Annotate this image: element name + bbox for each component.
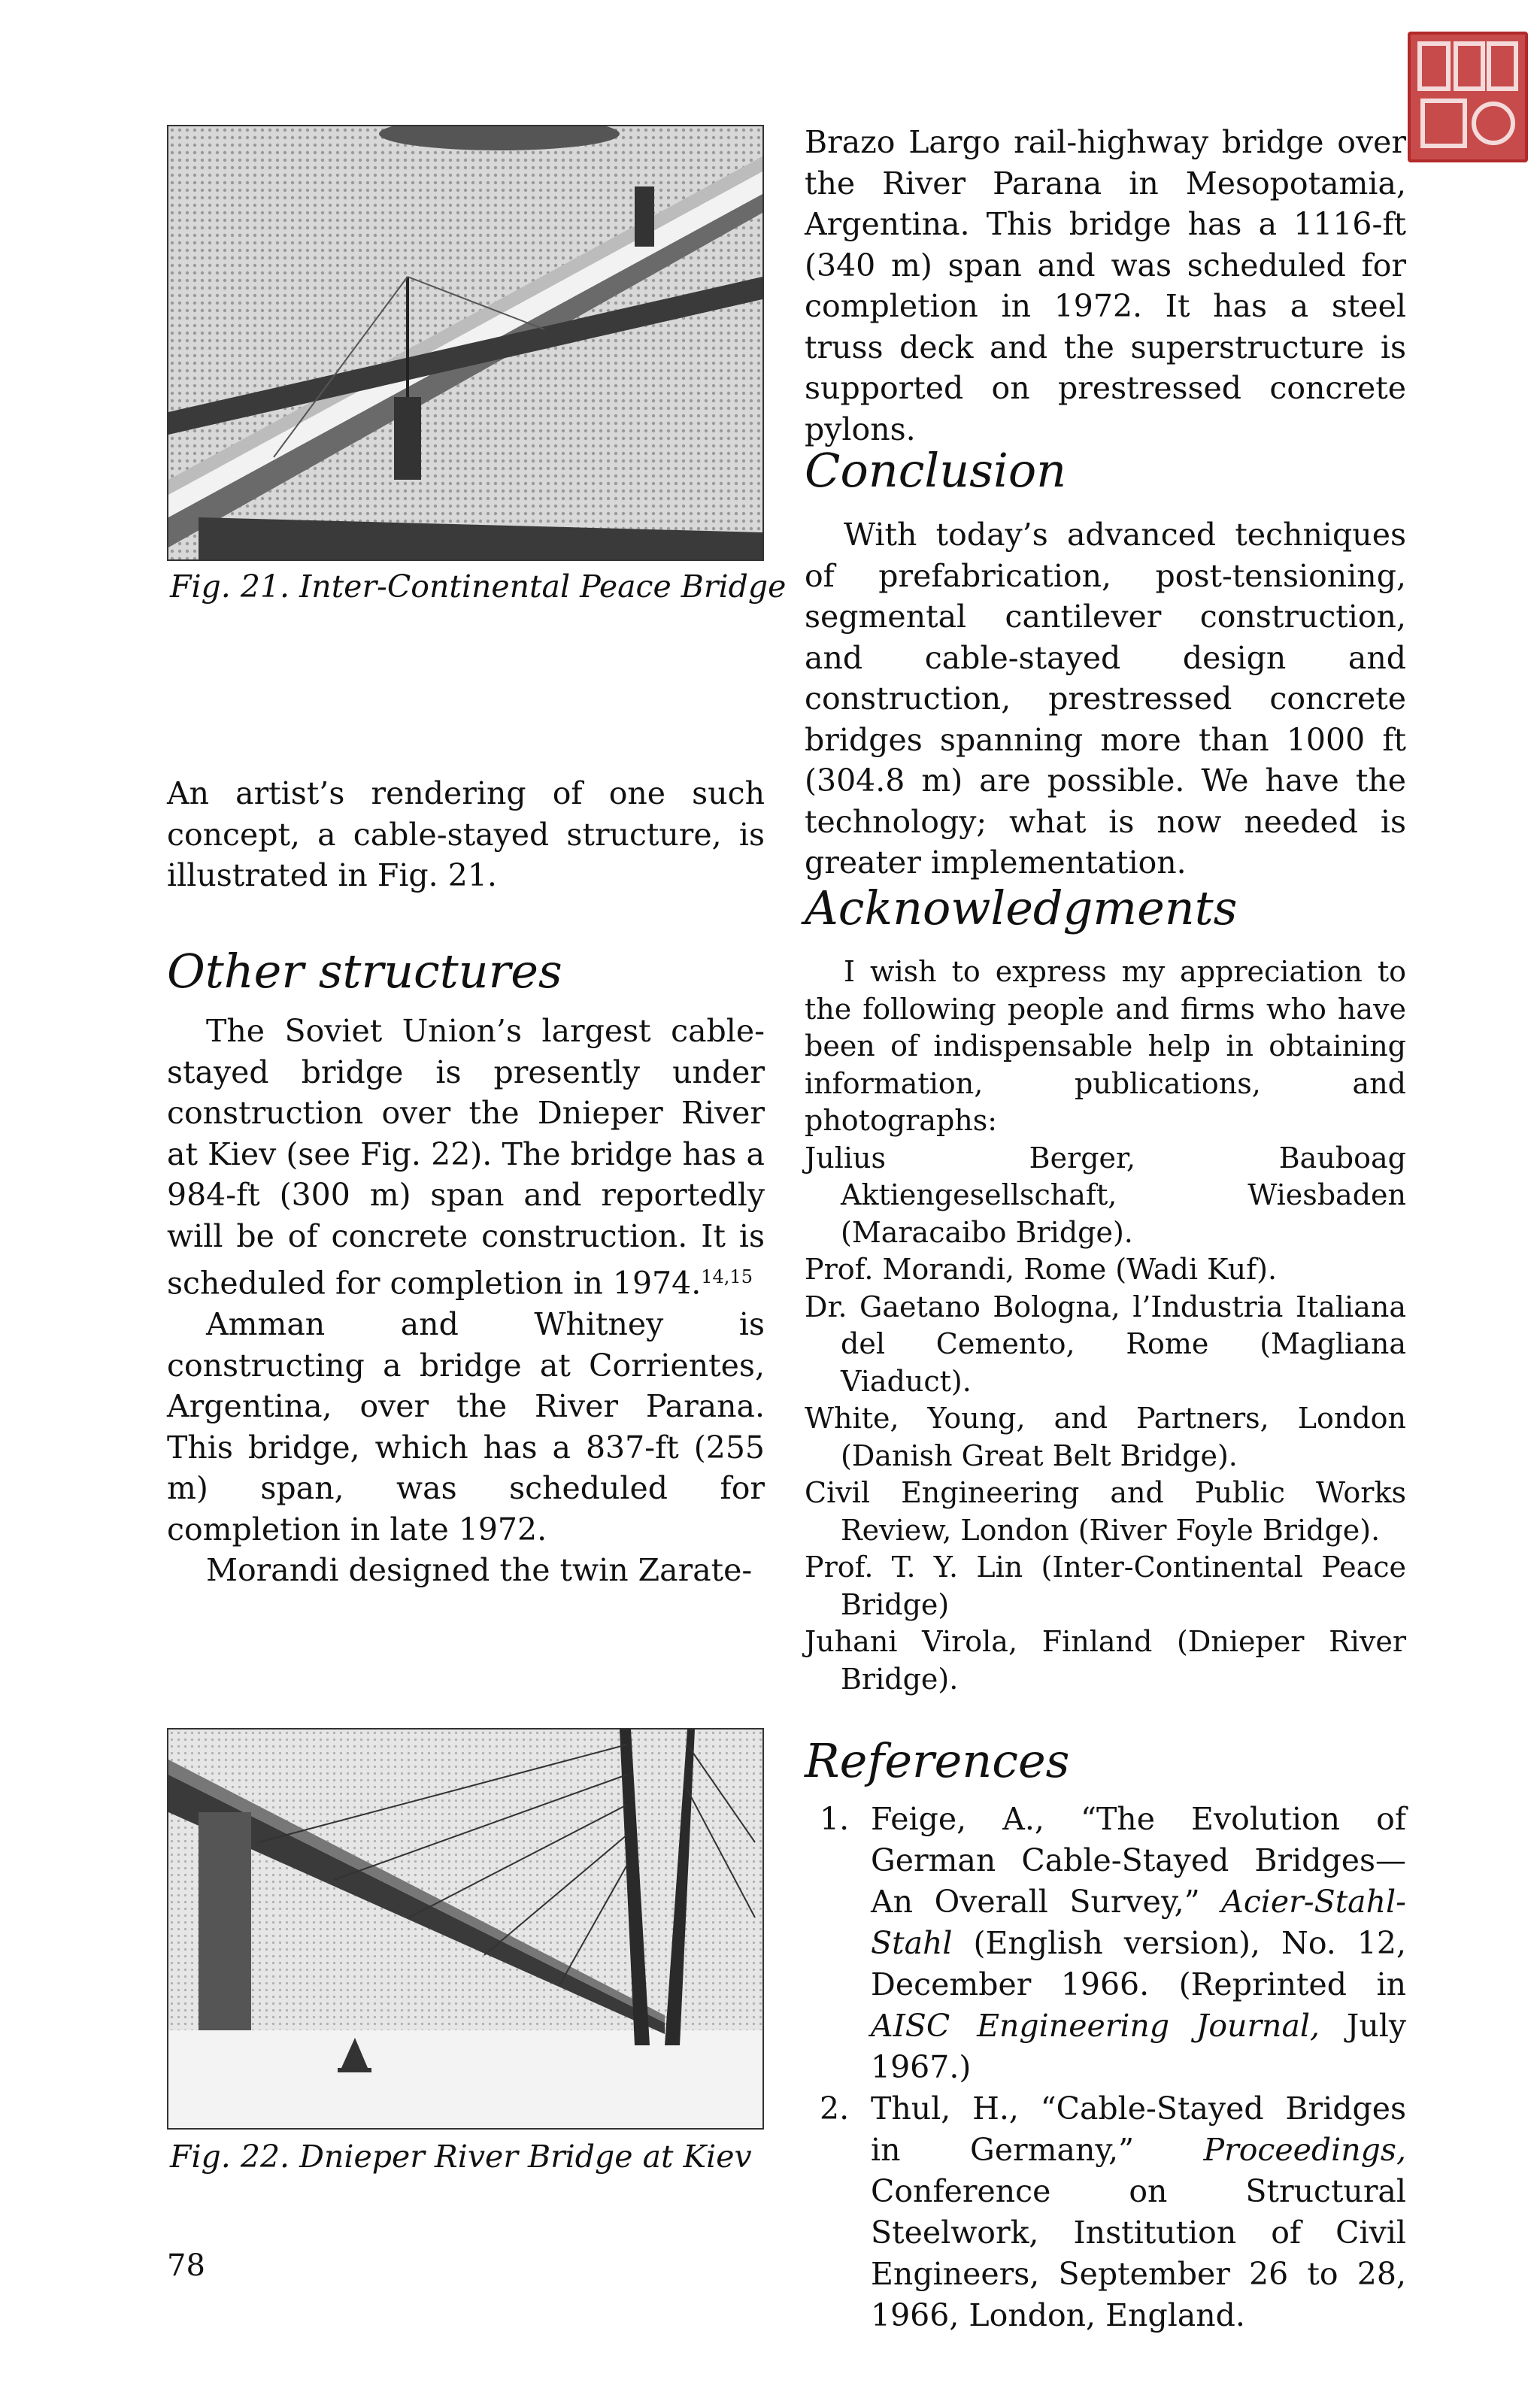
paragraph-morandi: Morandi designed the twin Zarate-	[206, 1552, 753, 1589]
fig21-image	[167, 125, 764, 561]
heading-conclusion: Conclusion	[805, 443, 1067, 498]
ack-item: White, Young, and Partners, London (Danish Great Belt Bridge).	[805, 1402, 1406, 1472]
ack-item: Dr. Gaetano Bologna, l’Industria Italiana del Cemento, Rome (Magliana Viaduct).	[805, 1290, 1406, 1398]
right-column	[805, 113, 1406, 2333]
reference-journal: Acier-Stahl-Stahl	[871, 1884, 1406, 1961]
ack-item: Juhani Virola, Finland (Dnieper River Bridge).	[805, 1625, 1406, 1696]
reference-list	[805, 1799, 1406, 2336]
fig22-image	[167, 1728, 764, 2130]
reference-text: Thul, H., “Cable-Stayed Bridges in Germany,”	[871, 2090, 1406, 2168]
reference-journal: Proceedings,	[1203, 2132, 1406, 2168]
ack-list	[805, 1140, 1406, 1699]
ack-item: Civil Engineering and Public Works Review, London (River Foyle Bridge).	[805, 1476, 1406, 1547]
reference-number: 1.	[820, 1801, 850, 1837]
ack-item: Prof. T. Y. Lin (Inter-Continental Peace Bridge)	[805, 1551, 1406, 1621]
page-number: 78	[167, 2248, 205, 2283]
reference-text: July 1967.)	[871, 2008, 1406, 2085]
paragraph-soviet-bridge	[167, 1011, 765, 1304]
ack-intro: I wish to express my appreciation to the following people and firms who have been of indispensable help in obtaining information, publications, and photographs:	[805, 955, 1406, 1137]
intro-paragraph: An artist’s rendering of one such concept, a cable-stayed structure, is illustrated in Fig. 21.	[167, 775, 765, 893]
fig21-caption: Fig. 21. Inter-Continental Peace Bridge	[170, 568, 787, 605]
paragraph-amman-whitney: Amman and Whitney is constructing a bridge at Corrientes, Argentina, over the River Parana. This bridge, which has a 837-ft (255 m) span, was scheduled for completion in late 1972.	[167, 1306, 765, 1548]
heading-references: References	[805, 1733, 1070, 1788]
left-column	[167, 113, 787, 2324]
ack-item: Julius Berger, Bauboag Aktiengesellschaft, Wiesbaden (Maracaibo Bridge).	[805, 1141, 1406, 1249]
reference-journal: AISC Engineering Journal,	[871, 2008, 1320, 2044]
reference-text: (English version), No. 12, December 1966. (Reprinted in	[871, 1925, 1406, 2002]
reference-item	[805, 1799, 1406, 2088]
heading-other-structures: Other structures	[167, 944, 562, 999]
ack-item: Prof. Morandi, Rome (Wadi Kuf).	[805, 1253, 1278, 1286]
library-seal-stamp	[1408, 32, 1528, 162]
paragraph-conclusion: With today’s advanced techniques of prefabrication, post-tensioning, segmental cantilever construction, and cable-stayed design and construction, prestressed concrete bridges spanning more than 1000 ft (304.8 m) are possible. We have the technology; what is now needed is greater implementation.	[805, 517, 1406, 881]
reference-number: 2.	[820, 2090, 850, 2127]
reference-text: Conference on Structural Steelwork, Institution of Civil Engineers, September 26 to 28, 1966, London, England.	[871, 2173, 1406, 2333]
fig22-caption: Fig. 22. Dnieper River Bridge at Kiev	[170, 2139, 752, 2175]
heading-acknowledgments: Acknowledgments	[805, 881, 1238, 935]
citation-superscript: 14,15	[701, 1266, 753, 1287]
paragraph-brazo-largo: Brazo Largo rail-highway bridge over the River Parana in Mesopotamia, Argentina. This bridge has a 1116-ft (340 m) span and was scheduled for completion in 1972. It has a steel truss deck and the superstructure is supported on prestressed concrete pylons.	[805, 124, 1406, 447]
reference-item	[805, 2088, 1406, 2336]
paragraph-soviet-bridge-text: The Soviet Union’s largest cable-stayed bridge is presently under construction over the Dnieper River at Kiev (see Fig. 22). The bridge has a 984-ft (300 m) span and reportedly will be of concrete construction. It is scheduled for completion in 1974.	[167, 1013, 765, 1302]
reference-text: Feige, A., “The Evolution of German Cable-Stayed Bridges—An Overall Survey,”	[871, 1801, 1406, 1920]
